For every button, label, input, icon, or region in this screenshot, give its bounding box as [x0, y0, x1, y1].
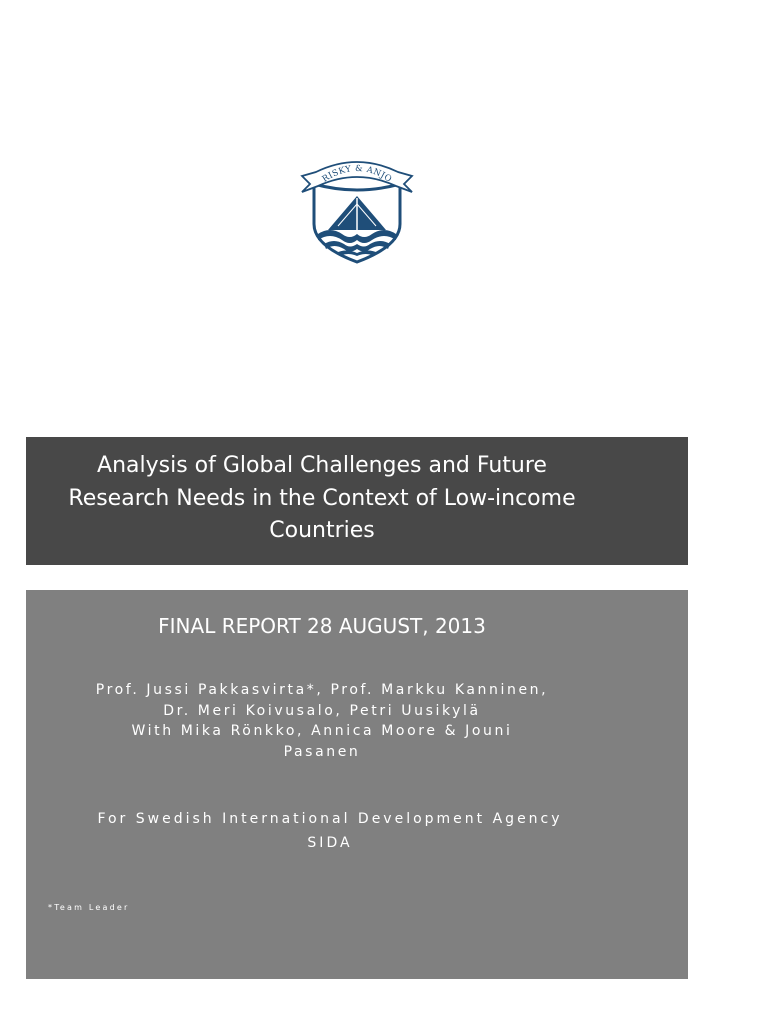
report-info-panel — [26, 590, 688, 979]
author-line: Dr. Meri Koivusalo, Petri Uusikylä — [163, 702, 481, 719]
title-line: Analysis of Global Challenges and Future — [97, 453, 547, 478]
title-line: Countries — [269, 518, 375, 543]
author-list — [26, 680, 618, 762]
report-heading: FINAL REPORT 28 AUGUST, 2013 — [158, 614, 486, 638]
author-line: Pasanen — [283, 743, 361, 760]
agency-line: For Swedish International Development Agency — [97, 811, 563, 827]
ship-shield-crest-icon — [292, 154, 422, 266]
author-line: With Mika Rönkko, Annica Moore & Jouni — [131, 723, 513, 739]
title-line: Research Needs in the Context of Low-income — [68, 485, 576, 511]
agency-line: SIDA — [307, 835, 353, 851]
title-banner — [26, 437, 688, 565]
svg-text:FRISKY & ANJOY: RISKY & ANJO — [320, 163, 394, 185]
organization-logo — [292, 154, 422, 266]
team-leader-footnote: *Team Leader — [48, 903, 130, 912]
report-title — [26, 450, 618, 548]
agency-block — [26, 807, 634, 855]
author-line: Prof. Jussi Pakkasvirta*, Prof. Markku Kanninen, — [95, 682, 549, 698]
